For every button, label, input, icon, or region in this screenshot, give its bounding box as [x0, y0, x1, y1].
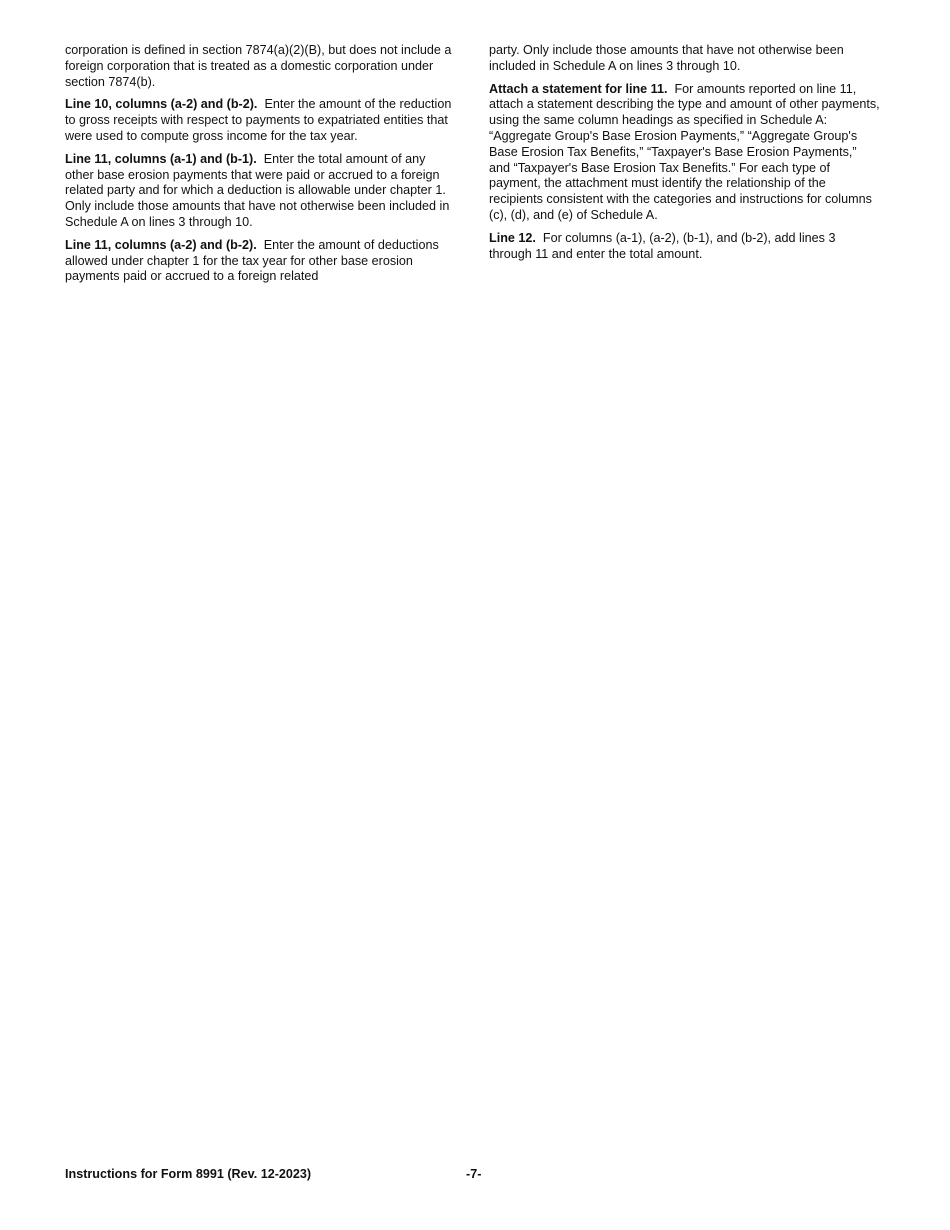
paragraph-text: Enter the amount of deductions allowed under chapter 1 for the tax year for other base erosion payments paid or accrued to a foreign related [65, 237, 439, 284]
page-number: -7- [466, 1167, 482, 1181]
left-column [65, 43, 457, 292]
paragraph-line-11-a1-b1 [65, 152, 457, 231]
paragraph-text: corporation is defined in section 7874(a)(2)(B), but does not include a foreign corporation that is treated as a domestic corporation under section 7874(b). [65, 43, 452, 89]
paragraph-line-11-a2-b2 [65, 238, 457, 285]
paragraph-text: For amounts reported on line 11, attach a statement describing the type and amount of other payments, using the same column headings as specified in Schedule A: “Aggregate Group's Base Erosion Payments,” “Aggregate Group's Base Erosion Tax Benefits,” “Taxpayer's Base Erosion Payments,” and “Taxpayer's Base Erosion Tax Benefits.” For each type of payment, the attachment must identify the relationship of the recipients consistent with the categories and instructions for columns (c), (d), and (e) of Schedule A. [489, 81, 880, 222]
page-footer [65, 1167, 885, 1185]
paragraph-continuation [65, 43, 457, 90]
paragraph-text: party. Only include those amounts that have not otherwise been included in Schedule A on lines 3 through 10. [489, 43, 844, 73]
paragraph-heading: Line 11, columns (a-1) and (b-1). [65, 151, 257, 166]
paragraph-text: For columns (a-1), (a-2), (b-1), and (b-2), add lines 3 through 11 and enter the total amount. [489, 230, 836, 261]
paragraph-attach-statement [489, 82, 881, 224]
right-column [489, 43, 881, 269]
paragraph-heading: Attach a statement for line 11. [489, 81, 668, 96]
paragraph-text: Enter the total amount of any other base erosion payments that were paid or accrued to a foreign related party and for which a deduction is allowable under chapter 1. Only include those amounts that have not otherwise been included in Schedule A on lines 3 through 10. [65, 151, 450, 229]
paragraph-heading: Line 11, columns (a-2) and (b-2). [65, 237, 257, 252]
paragraph-text: Enter the amount of the reduction to gross receipts with respect to payments to expatriated entities that were used to compute gross income for the tax year. [65, 97, 452, 143]
paragraph-heading: Line 12. [489, 230, 536, 245]
paragraph-continuation [489, 43, 881, 75]
paragraph-line-12 [489, 231, 881, 263]
paragraph-line-10 [65, 97, 457, 144]
paragraph-heading: Line 10, columns (a-2) and (b-2). [65, 97, 258, 112]
footer-form-title: Instructions for Form 8991 (Rev. 12-2023) [65, 1167, 312, 1181]
